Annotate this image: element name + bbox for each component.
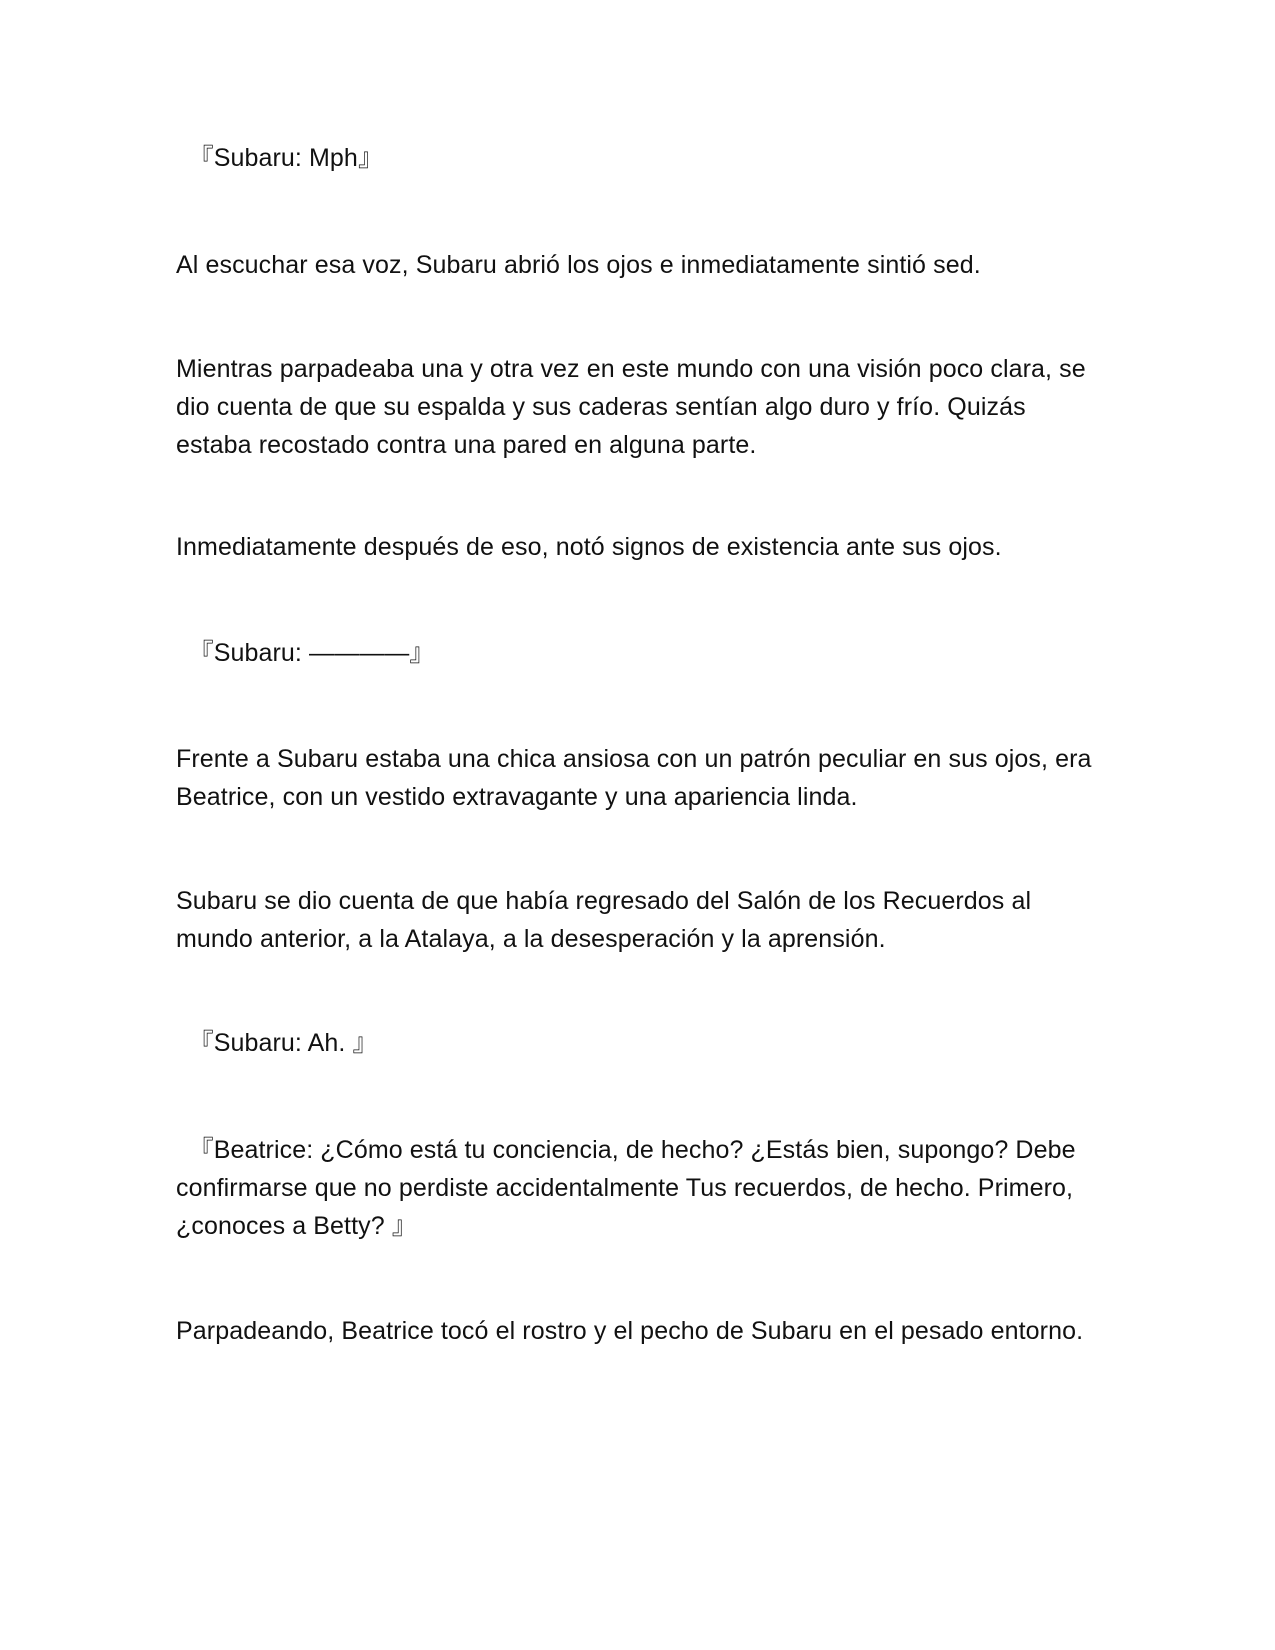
dialogue-subaru-dash: 『Subaru: ————』 bbox=[176, 639, 435, 667]
paragraph-existence: Inmediatamente después de eso, notó signos de existencia ante sus ojos. bbox=[176, 533, 1002, 561]
paragraph-return: Subaru se dio cuenta de que había regresado del Salón de los Recuerdos al mundo anterior, a la Atalaya, a la desesperación y la aprensión. bbox=[176, 887, 1039, 953]
paragraph-beatrice-intro: Frente a Subaru estaba una chica ansiosa con un patrón peculiar en sus ojos, era Beatrice, con un vestido extravagante y una apariencia linda. bbox=[176, 745, 1099, 811]
dialogue-subaru-mph: 『Subaru: Mph』 bbox=[176, 144, 384, 172]
paragraph-waking: Al escuchar esa voz, Subaru abrió los ojos e inmediatamente sintió sed. bbox=[176, 251, 981, 279]
dialogue-subaru-ah: 『Subaru: Ah. 』 bbox=[176, 1029, 378, 1057]
paragraph-blinking-beatrice: Parpadeando, Beatrice tocó el rostro y el pecho de Subaru en el pesado entorno. bbox=[176, 1317, 1084, 1345]
paragraph-blinking: Mientras parpadeaba una y otra vez en este mundo con una visión poco clara, se dio cuenta de que su espalda y sus caderas sentían algo duro y frío. Quizás estaba recostado contra una pared en alguna parte. bbox=[176, 355, 1093, 459]
dialogue-beatrice: 『Beatrice: ¿Cómo está tu conciencia, de hecho? ¿Estás bien, supongo? Debe confirmarse que no perdiste accidentalmente Tus recuerdos, de hecho. Primero, ¿conoces a Betty? 』 bbox=[176, 1136, 1083, 1240]
